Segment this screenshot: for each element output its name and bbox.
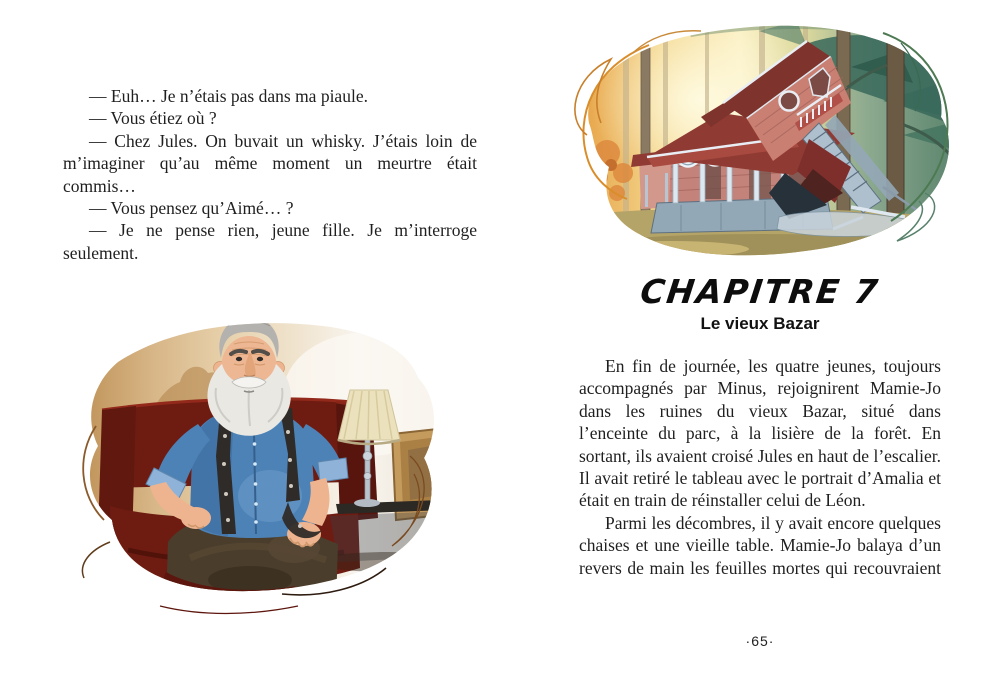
old-man-illustration — [38, 304, 462, 619]
ruined-house-illustration — [551, 5, 963, 271]
dialogue-line: — Euh… Je n’étais pas dans ma piaule. — [89, 86, 368, 106]
body-paragraph: Parmi les décombres, il y avait encore quelques chaises et une vieille table. Mamie-Jo balaya d’un revers de main les feuilles mortes qui recouvraient — [579, 512, 941, 578]
page-number: ·65· — [745, 633, 775, 649]
chapter-body-text — [579, 355, 941, 579]
porthole-window — [780, 92, 799, 111]
side-table — [316, 500, 460, 572]
dialogue-line: — Chez Jules. On buvait un whisky. J’étais loin de m’imaginer qu’au même moment un meurtre était commis… — [63, 130, 477, 196]
dialogue-block — [63, 85, 477, 264]
ruined-house-illustration-svg — [551, 5, 963, 271]
dialogue-line: — Vous étiez où ? — [89, 108, 217, 129]
chapter-title: CHAPITRE 7 — [638, 272, 882, 311]
chapter-subtitle: Le vieux Bazar — [700, 314, 820, 333]
dialogue-line: — Je ne pense rien, jeune fille. Je m’interroge seulement. — [63, 220, 477, 263]
mustache — [232, 377, 266, 388]
old-man-illustration-svg — [38, 304, 462, 619]
body-paragraph: En fin de journée, les quatre jeunes, toujours accompagnés par Minus, rejoignirent Mamie-Jo dans les ruines du vieux Bazar, situé dans l’enceinte du parc, à la lisière de la forêt. En sortant, ils avaient croisé Jules en haut de l’escalier. Il avait retiré le tableau avec le portrait d’Amalia et était en train de réinstaller celui de Léon. — [579, 356, 941, 511]
dialogue-line: — Vous pensez qu’Aimé… ? — [89, 198, 294, 219]
